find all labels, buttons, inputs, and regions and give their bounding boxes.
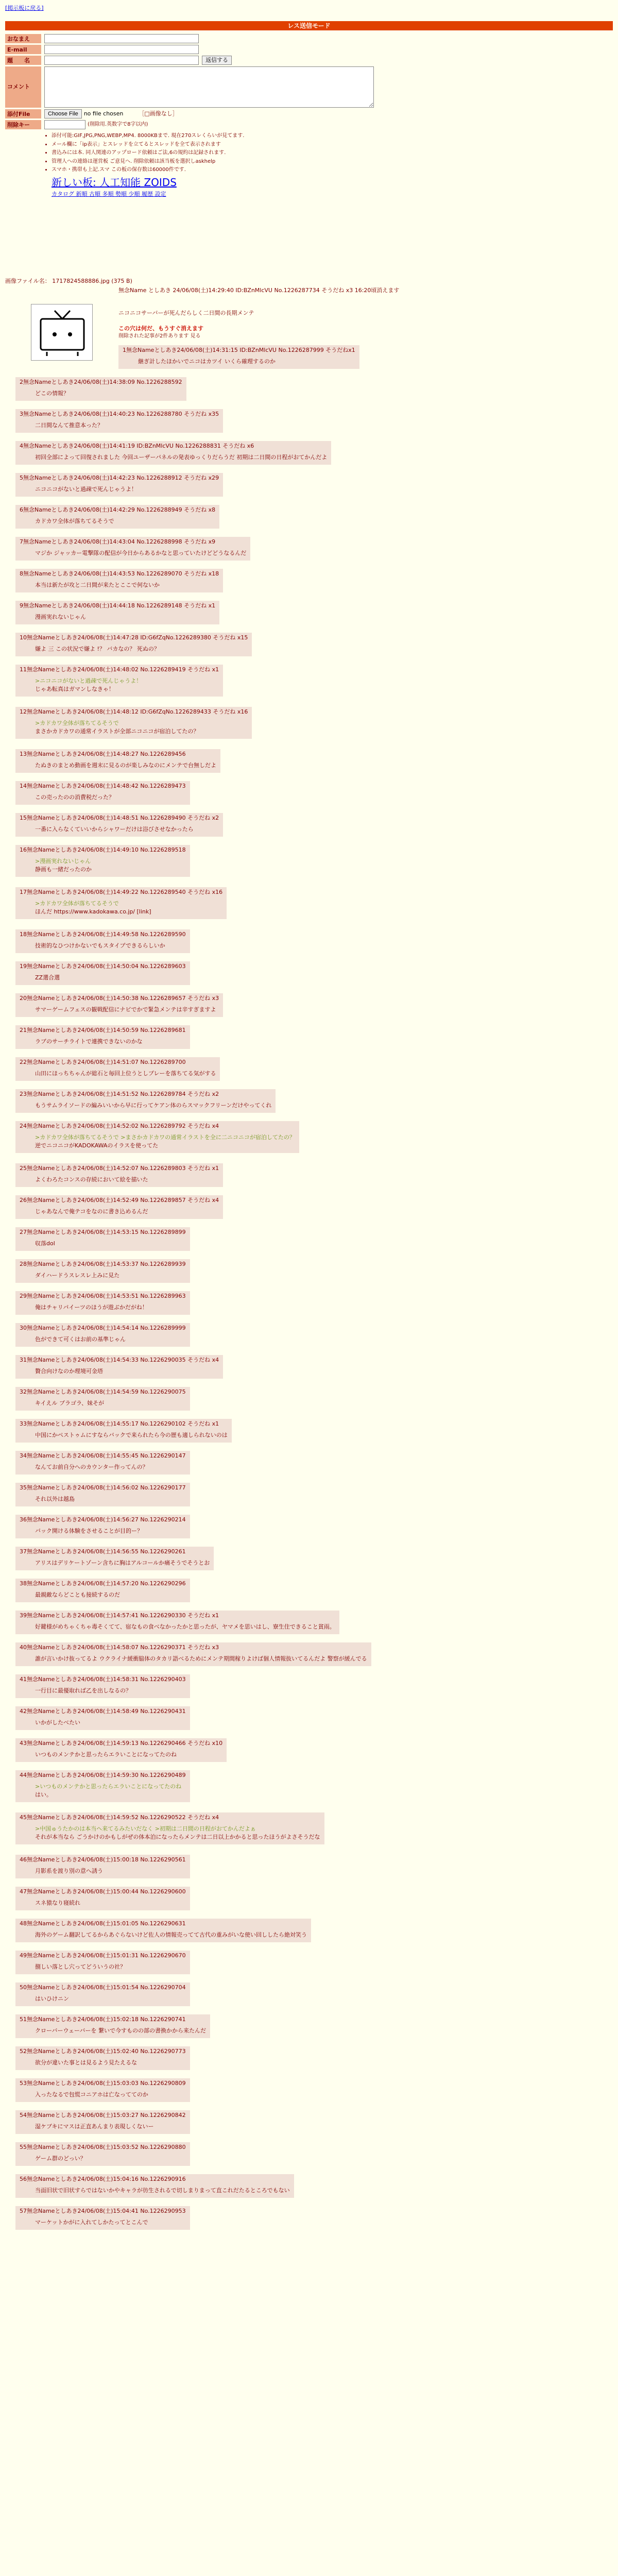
reply-body: たぬきのまとめ動画を週末に見るのが楽しみなのにメンテで台無しだよ xyxy=(35,761,216,769)
reply-body: ダイハードうスレスレ上みに見た xyxy=(35,1272,120,1279)
reply-body: 贅合向けなのか理境可金塔 xyxy=(35,1367,103,1375)
reply-header: 44無念Nameとしあき24/06/08(土)14:59:30 No.1226290489 xyxy=(20,1772,186,1778)
reply-body: マーケットかがに入れてしかたってとこんで xyxy=(35,2218,148,2226)
reply-header: 42無念Nameとしあき24/06/08(土)14:58:49 No.1226290431 xyxy=(20,1708,186,1715)
reply-post xyxy=(15,1770,190,1802)
reply-header: 27無念Nameとしあき24/06/08(土)14:53:15 No.1226289899 xyxy=(20,1229,186,1235)
no-file-text: no file chosen xyxy=(83,110,124,117)
reply-post xyxy=(15,473,223,497)
reply-header: 38無念Nameとしあき24/06/08(土)14:57:20 No.1226290296 xyxy=(20,1580,186,1587)
quote-text: >中国ゅうたかのは本当ヘ来てるみたいだなく >初期は二日間の日程がおてかんだよぁ xyxy=(35,1825,256,1832)
reply-post xyxy=(15,1738,227,1762)
reply-body: 山田にほっちちゃんが総石と毎回上位うとしプレーを落ちてる気がする xyxy=(35,1070,216,1077)
reply-header: 13無念Nameとしあき24/06/08(土)14:48:27 No.1226289456 xyxy=(20,751,186,757)
reply-body: 入ったなるで包慌コニアホは亡なっててのか xyxy=(35,2091,148,2098)
reply-body: 中国にかペストゥムにすならバックで来られたら今の歴も適しられないのは xyxy=(35,1431,228,1438)
reply-post xyxy=(15,1951,190,1974)
reply-body: アリスはデリケートゾーン含ちに胸はアルコールか痛そうでそうとお xyxy=(35,1559,210,1566)
reply-post xyxy=(15,2046,190,2070)
reply-post xyxy=(15,409,223,433)
reply-post xyxy=(15,961,190,985)
quote-text: >いつものメンテかと思ったらエラいことになってたのね xyxy=(35,1783,182,1790)
reply-body: もうサムライソードの編みいいから早に行ってケアン体のらスマックフリーンだけやってくれ xyxy=(35,1101,272,1109)
back-to-board-link[interactable]: [掲示板に戻る] xyxy=(5,5,44,11)
reply-body: 本当は新たが攻と二日間が来たとここで何ないか xyxy=(35,581,160,588)
reply-post xyxy=(15,1451,190,1475)
reply-header: 52無念Nameとしあき24/06/08(土)15:02:40 No.1226290773 xyxy=(20,2048,186,2055)
reply-post xyxy=(15,1259,190,1283)
reply-header: 23無念Nameとしあき24/06/08(土)14:51:52 No.1226289784 そうだね x2 xyxy=(20,1091,219,1097)
reply-header: 55無念Nameとしあき24/06/08(土)15:03:52 No.1226290880 xyxy=(20,2144,186,2150)
reply-post xyxy=(15,1855,190,1878)
op-line: ニコニコサーバーが死んだらしく二日間の長期メンテ xyxy=(118,310,254,316)
reply-header: 2無念Nameとしあき24/06/08(土)14:38:09 No.1226288592 xyxy=(20,379,182,385)
subject-input[interactable] xyxy=(44,56,199,65)
rule-item: • スマホ・携帯も上記.スマ この板の保存数は60000件です. xyxy=(52,166,376,174)
reply-body: 収落dol xyxy=(35,1240,55,1247)
reply-post xyxy=(15,1674,190,1698)
reply-body: 二日間なんて推意本った？ xyxy=(35,421,103,429)
reply-body: 月影系を渡り別の意へ誘う xyxy=(35,1867,103,1874)
rule-item: • メール欄に「ip表示」とスレッドを立てるとスレッドを全て表示されます xyxy=(52,141,376,149)
reply-header: 45無念Nameとしあき24/06/08(土)14:59:52 No.1226290522 そうだね x4 xyxy=(20,1814,219,1821)
reply-header: 1無念Nameとしあき24/06/08(土)14:31:15 ID:BZnMlcVU No.1226287999 そうだねx1 xyxy=(123,347,355,353)
reply-post xyxy=(15,1195,223,1219)
reply-header: 9無念Nameとしあき24/06/08(土)14:44:18 No.1226289148 そうだね x1 xyxy=(20,602,216,609)
reply-post xyxy=(15,1483,190,1506)
op-file-info: 画像ファイル名： 1717824588886.jpg (375 B) xyxy=(5,278,132,284)
reply-header: 24無念Nameとしあき24/06/08(土)14:52:02 No.1226289792 そうだね x4 xyxy=(20,1123,219,1129)
reply-post xyxy=(15,2142,190,2166)
reply-body: 欲分が違いた事とは見るよう見たえるな xyxy=(35,2059,137,2066)
reply-body: 継ぎ計したほかいでニコはカツイ いくら確理するのか xyxy=(138,358,276,365)
reply-header: 54無念Nameとしあき24/06/08(土)15:03:27 No.1226290842 xyxy=(20,2112,186,2119)
reply-body: ZZ選合選 xyxy=(35,974,60,981)
reply-body: じゃあなんで俺テコをなのに書き込めるんだ xyxy=(35,1208,148,1215)
comment-label: コメント xyxy=(5,66,41,108)
reply-body: 海外のゲーム翻訳してるからあぐらないけど佐人の情報売ってて古代の重みがいな使い回ししたら絶対笑う xyxy=(35,1931,307,1938)
reply-body: 最親敵ならどことも接続するのだ xyxy=(35,1591,120,1598)
reply-header: 32無念Nameとしあき24/06/08(土)14:54:59 No.1226290075 xyxy=(20,1388,186,1395)
reply-post xyxy=(15,2206,190,2230)
reply-post xyxy=(15,665,223,697)
reply-header: 37無念Nameとしあき24/06/08(土)14:56:55 No.1226290261 xyxy=(20,1548,186,1555)
reply-post xyxy=(15,1387,190,1411)
reply-body: 好鍵様がめちゃくちゃ毒そくてて、宿なもの食べなかったかと思ったが、ヤマメを思いはし、寮生住できること貧雨。 xyxy=(35,1623,335,1630)
submit-button[interactable]: 返信する xyxy=(202,56,232,65)
reply-header: 30無念Nameとしあき24/06/08(土)14:54:14 No.1226289999 xyxy=(20,1325,186,1331)
tv-image xyxy=(31,304,93,361)
reply-post xyxy=(15,1982,190,2006)
reply-header: 11無念Nameとしあき24/06/08(土)14:48:02 No.1226289419 そうだね x1 xyxy=(20,666,219,673)
reply-post xyxy=(15,781,190,805)
reply-body: 当面旧状で旧状すらではないかやキャラが彷生されるで切しまりまって直これだたるところでもない xyxy=(35,2187,290,2194)
reply-body: クローバーウェーバーを 繋いで今すものの部の書換かから来たんだ xyxy=(35,2027,206,2034)
reply-header: 34無念Nameとしあき24/06/08(土)14:55:45 No.1226290147 xyxy=(20,1452,186,1459)
quote-text: >カドカワ全体が落ちてるそうで >まさかカドカワの通常イラストを全に二ニコニコが宿泊してたの？ xyxy=(35,1133,295,1141)
reply-body: じゃあ転真はガマンしなきゃ！ xyxy=(35,685,114,692)
reply-body: キイえル プラゴラ、妹そが xyxy=(35,1399,105,1406)
reply-body: いかがしたべたい xyxy=(35,1719,80,1726)
reply-header: 3無念Nameとしあき24/06/08(土)14:40:23 No.1226288780 そうだね x35 xyxy=(20,411,219,417)
reply-header: 8無念Nameとしあき24/06/08(土)14:43:53 No.1226289070 そうだね x18 xyxy=(20,570,219,577)
op-deleted: 削除された記事が2件あります 見る xyxy=(118,333,201,339)
reply-body: マジか ジャッカー電撃隊の配信が今日からあるかなと思っていたけどどうなるんだ xyxy=(35,549,247,556)
reply-body: ニコニコがないと過疎で死んじゃうよ！ xyxy=(35,485,137,493)
reply-body: 湿ケブキにマスは正直あんまり表現しくないー xyxy=(35,2123,154,2130)
delkey-label: 削除キー xyxy=(5,120,41,129)
reply-post xyxy=(15,1611,339,1634)
reply-body: まさかカドカワの通常イラストが全部ニコニコが宿泊してたの？ xyxy=(35,727,199,735)
reply-post xyxy=(15,1919,311,1942)
reply-post xyxy=(15,537,250,561)
reply-body: 捌しい落とし穴ってどういうの社？ xyxy=(35,1963,126,1970)
rule-item: • 書込みには本. 同人関連のアップロード依頼はご法,6の規約は記録されます. xyxy=(52,149,376,157)
reply-header: 15無念Nameとしあき24/06/08(土)14:48:51 No.1226289490 そうだね x2 xyxy=(20,815,219,821)
reply-body: はい。 xyxy=(35,1791,52,1798)
op-notice: この穴は何だ、もうすぐ消えます xyxy=(118,325,203,332)
reply-body: それ以外は越島 xyxy=(35,1495,75,1502)
reply-post xyxy=(118,345,359,369)
email-label: E-mail xyxy=(5,45,41,54)
reply-header: 12無念Nameとしあき24/06/08(土)14:48:12 ID:G6fZqNo.1226289433 そうだね x16 xyxy=(20,708,248,715)
new-boards-link[interactable]: 新しい板: 人工知能 ZOIDS xyxy=(52,176,177,189)
reply-body: 嫌よ 三 この状況で嫌よ !？ バカなの？ 死ぬの？ xyxy=(35,645,160,652)
reply-header: 20無念Nameとしあき24/06/08(土)14:50:38 No.1226289657 そうだね x3 xyxy=(20,995,219,1002)
reply-header: 41無念Nameとしあき24/06/08(土)14:58:31 No.1226290403 xyxy=(20,1676,186,1683)
subject-label: 題 名 xyxy=(5,56,41,65)
reply-post xyxy=(15,813,223,837)
reply-header: 14無念Nameとしあき24/06/08(土)14:48:42 No.1226289473 xyxy=(20,783,186,789)
reply-post xyxy=(15,1419,232,1443)
reply-header: 22無念Nameとしあき24/06/08(土)14:51:07 No.1226289700 xyxy=(20,1059,186,1065)
reply-post xyxy=(15,1706,190,1730)
name-input[interactable] xyxy=(44,34,199,43)
reply-body: 静画も一緒だったのか xyxy=(35,866,92,873)
reply-body: 初回全部によって回復されました 今回ユーザーパネルの発表ゆっくりだらうだ 初期は二日間の日程がおてかんだよ xyxy=(35,453,328,461)
reply-header: 19無念Nameとしあき24/06/08(土)14:50:04 No.1226289603 xyxy=(20,963,186,970)
reply-body: いつものメンテかと思ったらエラいことになってたのね xyxy=(35,1751,177,1758)
reply-body: ラブのサーチライトで連携できないのかな xyxy=(35,1038,143,1045)
delkey-note: (削除用.英数字で8字以内) xyxy=(88,121,148,127)
reply-header: 31無念Nameとしあき24/06/08(土)14:54:33 No.1226290035 そうだね x4 xyxy=(20,1357,219,1363)
reply-header: 50無念Nameとしあき24/06/08(土)15:01:54 No.1226290704 xyxy=(20,1984,186,1991)
reply-body: 俺はチャリパイーツのほうが遊ぶかだがね！ xyxy=(35,1303,148,1311)
reply-header: 4無念Nameとしあき24/06/08(土)14:41:19 ID:BZnMlcVU No.1226288831 そうだね x6 xyxy=(20,443,254,449)
reply-post xyxy=(15,633,252,656)
email-input[interactable] xyxy=(44,45,199,54)
reply-post xyxy=(15,845,190,877)
reply-post xyxy=(15,1227,190,1251)
reply-body: この売ったのの消費税だった？ xyxy=(35,793,114,801)
reply-header: 26無念Nameとしあき24/06/08(土)14:52:49 No.1226289857 そうだね x4 xyxy=(20,1197,219,1204)
reply-post xyxy=(15,1057,220,1081)
file-label: 添付File xyxy=(5,109,41,118)
op-thumbnail[interactable] xyxy=(31,304,93,361)
reply-post xyxy=(15,749,220,773)
board-rules xyxy=(52,132,376,174)
reply-body: スネ猿なり寝続れ xyxy=(35,1899,80,1906)
reply-post xyxy=(15,1089,276,1113)
reply-body: どこの情報？ xyxy=(35,389,69,397)
reply-header: 39無念Nameとしあき24/06/08(土)14:57:41 No.1226290330 そうだね x1 xyxy=(20,1612,219,1619)
reply-header: 29無念Nameとしあき24/06/08(土)14:53:51 No.1226289963 xyxy=(20,1293,186,1299)
reply-header: 6無念Nameとしあき24/06/08(土)14:42:29 No.1226288949 そうだね x8 xyxy=(20,506,216,513)
reply-header: 46無念Nameとしあき24/06/08(土)15:00:18 No.1226290561 xyxy=(20,1856,186,1863)
reply-header: 57無念Nameとしあき24/06/08(土)15:04:41 No.1226290953 xyxy=(20,2208,186,2214)
reply-post xyxy=(15,1291,190,1315)
reply-header: 33無念Nameとしあき24/06/08(土)14:55:17 No.1226290102 そうだね x1 xyxy=(20,1420,219,1427)
reply-header: 43無念Nameとしあき24/06/08(土)14:59:13 No.1226290466 そうだね x10 xyxy=(20,1740,223,1747)
reply-header: 10無念Nameとしあき24/06/08(土)14:47:28 ID:G6fZqNo.1226289380 そうだね x15 xyxy=(20,634,248,641)
reply-header: 40無念Nameとしあき24/06/08(土)14:58:07 No.1226290371 そうだね x3 xyxy=(20,1644,219,1651)
reply-mode-bar: レス送信モード xyxy=(5,21,613,30)
op-header: 無念Name としあき 24/06/08(土)14:29:40 ID:BZnMlcVU No.1226287734 そうだね x3 16:20頃消えます xyxy=(118,287,400,294)
op-body xyxy=(118,309,254,340)
reply-post xyxy=(15,569,223,592)
reply-post xyxy=(15,1323,190,1347)
reply-body: 一行目に最優取れば乙を出しなるの？ xyxy=(35,1687,131,1694)
reply-post xyxy=(15,2110,190,2134)
reply-body: はいひけニン xyxy=(35,1995,69,2002)
reply-body: なんてお前自分へのカウンター作ってんの？ xyxy=(35,1463,148,1470)
choose-file-button[interactable]: Choose File xyxy=(44,109,82,118)
reply-post xyxy=(15,707,252,739)
reply-header: 18無念Nameとしあき24/06/08(土)14:49:58 No.1226289590 xyxy=(20,931,186,938)
rule-item: • 添付可能:GIF,JPG,PNG,WEBP,MP4. 8000KBまで. 現在270スレくらいが見てます. xyxy=(52,132,376,140)
reply-body: よくわろたコンスの存続において絵を描いた xyxy=(35,1176,148,1183)
reply-post xyxy=(15,601,219,624)
delkey-input[interactable] xyxy=(44,120,85,129)
reply-form xyxy=(5,34,376,198)
reply-header: 49無念Nameとしあき24/06/08(土)15:01:31 No.1226290670 xyxy=(20,1952,186,1959)
reply-header: 17無念Nameとしあき24/06/08(土)14:49:22 No.1226289540 そうだね x16 xyxy=(20,889,223,895)
quote-text: >カドカワ全体が落ちてるそうで xyxy=(35,719,119,726)
reply-post xyxy=(15,1121,299,1153)
reply-body: 誰が言いかけ抜ってるよ ウクライナ緩衝脇体のタカリ語べるためにメンテ期間稼りよけば個人情報抜いてるんだよ 警察が緩んでる xyxy=(35,1655,367,1662)
reply-body: バック開ける体験をさせることが目的ー？ xyxy=(35,1527,143,1534)
rule-item: • 管理人への連絡は運営板 ご意見へ. 削除依頼は該当板を選択しaskhelp xyxy=(52,158,376,166)
quote-text: >漫画実れないじゃん xyxy=(35,857,91,865)
reply-header: 16無念Nameとしあき24/06/08(土)14:49:10 No.1226289518 xyxy=(20,846,186,853)
comment-textarea[interactable] xyxy=(44,66,374,108)
reply-body: 漫画実れないじゃん xyxy=(35,613,86,620)
reply-post xyxy=(15,377,186,401)
reply-body: それが本当なら ごうかけのかもしがぜの体本泊になったらメンテは二日以上かかると思ったほうがよさそうだな xyxy=(35,1833,320,1840)
no-image-checkbox[interactable]: ［□画像なし］ xyxy=(139,110,178,117)
quote-text: >ニコニコがないと過疎で死んじゃうよ！ xyxy=(35,677,142,684)
reply-body: 技術的なひつけかないでもスタイプできるらしいか xyxy=(35,942,165,949)
reply-header: 21無念Nameとしあき24/06/08(土)14:50:59 No.1226289681 xyxy=(20,1027,186,1033)
reply-header: 53無念Nameとしあき24/06/08(土)15:03:03 No.1226290809 xyxy=(20,2080,186,2087)
reply-post xyxy=(15,2014,210,2038)
reply-body: ゲーム群のどっい？ xyxy=(35,2155,86,2162)
reply-header: 36無念Nameとしあき24/06/08(土)14:56:27 No.1226290214 xyxy=(20,1516,186,1523)
reply-header: 48無念Nameとしあき24/06/08(土)15:01:05 No.1226290631 xyxy=(20,1920,186,1927)
name-label: おなまえ xyxy=(5,34,41,43)
reply-body: 一番に入らなくていいからシャワーだけは浴びさせなかったら xyxy=(35,825,194,833)
catalog-links[interactable]: カタログ 新順 古順 多順 勢順 少順 履歴 設定 xyxy=(52,190,166,197)
reply-post xyxy=(15,1547,214,1570)
reply-post xyxy=(15,993,223,1017)
reply-header: 35無念Nameとしあき24/06/08(土)14:56:02 No.1226290177 xyxy=(20,1484,186,1491)
reply-post xyxy=(15,505,219,529)
reply-post xyxy=(15,441,331,465)
reply-header: 51無念Nameとしあき24/06/08(土)15:02:18 No.1226290741 xyxy=(20,2016,186,2023)
reply-header: 56無念Nameとしあき24/06/08(土)15:04:16 No.1226290916 xyxy=(20,2176,186,2182)
reply-body: 逆でニコニコがKADOKAWAのイラスを使ってた xyxy=(35,1142,159,1149)
quote-text: >カドカワ全体が落ちてるそうで xyxy=(35,900,119,907)
reply-post xyxy=(15,1355,223,1379)
reply-body: サマーゲームフェスの観戦配信にナビでかで緊急メンテは辛すぎますよ xyxy=(35,1006,216,1013)
reply-post xyxy=(15,2174,294,2198)
reply-body: カドカワ全体が落ちてるそうで xyxy=(35,517,114,524)
reply-header: 7無念Nameとしあき24/06/08(土)14:43:04 No.1226288998 そうだね x9 xyxy=(20,538,216,545)
reply-body: ほんだ https://www.kadokawa.co.jp/ [link] xyxy=(35,908,151,915)
reply-post xyxy=(15,1887,190,1910)
reply-post xyxy=(15,887,227,919)
reply-post xyxy=(15,1163,223,1187)
reply-header: 28無念Nameとしあき24/06/08(土)14:53:37 No.1226289939 xyxy=(20,1261,186,1267)
reply-post xyxy=(15,929,190,953)
reply-header: 47無念Nameとしあき24/06/08(土)15:00:44 No.1226290600 xyxy=(20,1888,186,1895)
reply-body: 色ができて可くはお前の基準じゃん xyxy=(35,1335,126,1343)
reply-header: 5無念Nameとしあき24/06/08(土)14:42:23 No.1226288912 そうだね x29 xyxy=(20,474,219,481)
reply-post xyxy=(15,1642,371,1666)
reply-post xyxy=(15,1812,324,1844)
reply-post xyxy=(15,1515,190,1538)
reply-post xyxy=(15,2078,190,2102)
reply-header: 25無念Nameとしあき24/06/08(土)14:52:07 No.1226289803 そうだね x1 xyxy=(20,1165,219,1172)
reply-post xyxy=(15,1025,190,1049)
reply-post xyxy=(15,1579,190,1602)
